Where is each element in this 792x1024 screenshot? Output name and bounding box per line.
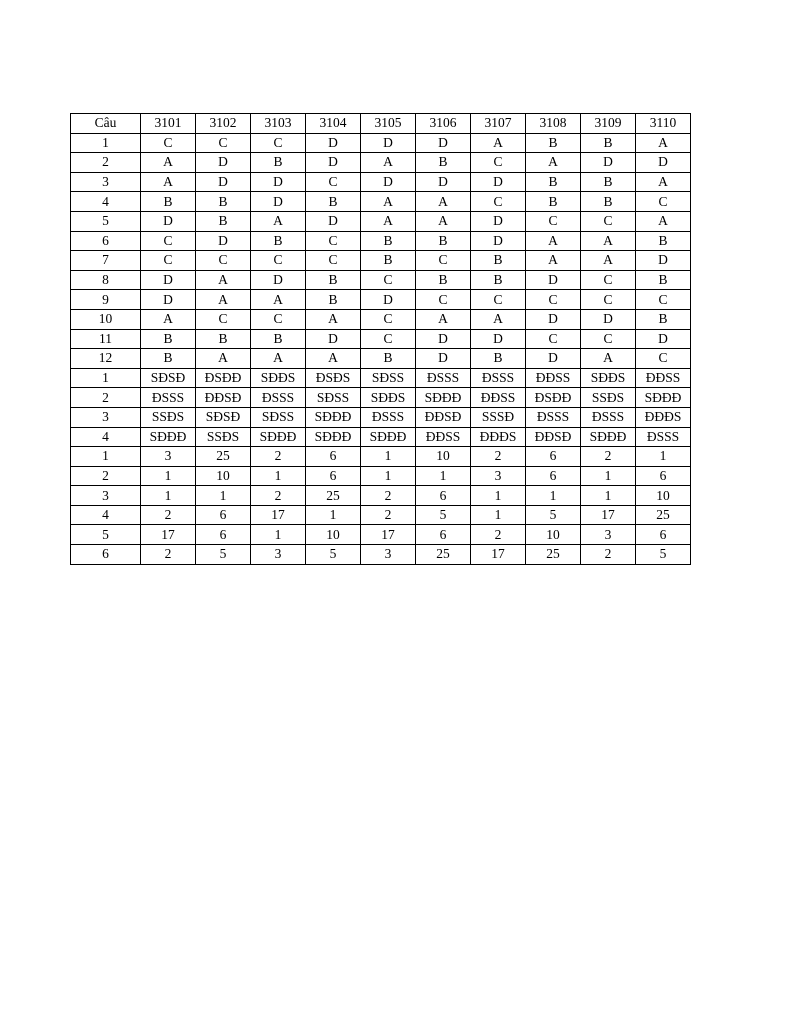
exam-code-header: 3108: [526, 114, 581, 134]
table-row: [71, 329, 691, 349]
answer-cell: D: [581, 153, 636, 173]
answer-cell: B: [196, 192, 251, 212]
answer-cell: B: [416, 153, 471, 173]
table-row: [71, 270, 691, 290]
answer-cell: 1: [361, 447, 416, 467]
table-row: [71, 545, 691, 565]
answer-cell: SSĐS: [581, 388, 636, 408]
answer-cell: D: [251, 270, 306, 290]
answer-cell: ĐĐSĐ: [416, 407, 471, 427]
answer-cell: SSĐS: [196, 427, 251, 447]
table-row: [71, 427, 691, 447]
answer-cell: 6: [196, 505, 251, 525]
question-number-cell: 1: [71, 368, 141, 388]
answer-cell: 1: [581, 466, 636, 486]
question-number-cell: 5: [71, 211, 141, 231]
answer-cell: B: [251, 231, 306, 251]
answer-cell: 6: [526, 466, 581, 486]
answer-cell: 2: [251, 486, 306, 506]
answer-cell: 17: [361, 525, 416, 545]
answer-cell: 2: [141, 505, 196, 525]
question-number-cell: 8: [71, 270, 141, 290]
answer-cell: B: [251, 329, 306, 349]
answer-cell: C: [416, 290, 471, 310]
answer-cell: 1: [416, 466, 471, 486]
answer-cell: 1: [471, 505, 526, 525]
answer-cell: D: [526, 349, 581, 369]
answer-cell: D: [416, 133, 471, 153]
answer-cell: 10: [526, 525, 581, 545]
answer-cell: ĐĐĐS: [636, 407, 691, 427]
answer-cell: A: [196, 270, 251, 290]
answer-cell: C: [196, 133, 251, 153]
answer-cell: C: [306, 231, 361, 251]
answer-cell: C: [251, 309, 306, 329]
answer-cell: D: [636, 251, 691, 271]
answer-cell: B: [581, 133, 636, 153]
answer-cell: 17: [251, 505, 306, 525]
table-row: [71, 172, 691, 192]
answer-cell: A: [526, 231, 581, 251]
answer-cell: D: [416, 349, 471, 369]
answer-cell: 5: [636, 545, 691, 565]
answer-cell: ĐSSS: [526, 407, 581, 427]
answer-cell: B: [196, 329, 251, 349]
answer-cell: 6: [636, 466, 691, 486]
answer-cell: A: [306, 309, 361, 329]
answer-cell: D: [471, 329, 526, 349]
answer-cell: 1: [581, 486, 636, 506]
answer-cell: C: [581, 211, 636, 231]
answer-cell: A: [471, 133, 526, 153]
answer-cell: SĐSS: [361, 368, 416, 388]
answer-cell: B: [636, 309, 691, 329]
answer-cell: A: [196, 290, 251, 310]
answer-cell: D: [306, 153, 361, 173]
answer-cell: A: [636, 172, 691, 192]
answer-cell: D: [636, 153, 691, 173]
answer-cell: B: [306, 192, 361, 212]
answer-cell: 3: [471, 466, 526, 486]
answer-cell: A: [581, 231, 636, 251]
answer-cell: C: [141, 133, 196, 153]
answer-cell: B: [306, 290, 361, 310]
exam-code-header: 3106: [416, 114, 471, 134]
answer-cell: ĐĐĐS: [471, 427, 526, 447]
answer-cell: 6: [416, 486, 471, 506]
answer-cell: A: [581, 251, 636, 271]
answer-cell: B: [526, 192, 581, 212]
table-row: [71, 231, 691, 251]
answer-cell: 5: [196, 545, 251, 565]
question-number-cell: 6: [71, 231, 141, 251]
answer-cell: C: [471, 153, 526, 173]
answer-cell: SĐSS: [306, 388, 361, 408]
answer-cell: 1: [196, 486, 251, 506]
answer-cell: C: [471, 290, 526, 310]
answer-cell: 3: [251, 545, 306, 565]
answer-cell: 2: [581, 545, 636, 565]
answer-cell: D: [526, 309, 581, 329]
question-number-cell: 2: [71, 153, 141, 173]
answer-cell: B: [361, 251, 416, 271]
answer-cell: 25: [306, 486, 361, 506]
answer-cell: 25: [636, 505, 691, 525]
answer-cell: 6: [636, 525, 691, 545]
answer-cell: C: [251, 133, 306, 153]
table-body: [71, 133, 691, 564]
answer-cell: C: [636, 349, 691, 369]
question-number-cell: 4: [71, 192, 141, 212]
answer-cell: 1: [361, 466, 416, 486]
answer-cell: A: [416, 192, 471, 212]
exam-code-header: 3103: [251, 114, 306, 134]
answer-cell: C: [636, 192, 691, 212]
answer-cell: A: [416, 309, 471, 329]
answer-cell: A: [416, 211, 471, 231]
answer-cell: A: [636, 211, 691, 231]
answer-cell: SSSĐ: [471, 407, 526, 427]
table-row: [71, 192, 691, 212]
answer-cell: B: [361, 349, 416, 369]
answer-cell: D: [251, 172, 306, 192]
answer-cell: SĐĐĐ: [306, 407, 361, 427]
answer-cell: ĐSSS: [581, 407, 636, 427]
answer-cell: C: [196, 251, 251, 271]
answer-cell: SĐĐĐ: [306, 427, 361, 447]
answer-cell: A: [141, 153, 196, 173]
question-number-cell: 2: [71, 388, 141, 408]
answer-cell: 17: [141, 525, 196, 545]
answer-cell: A: [636, 133, 691, 153]
answer-cell: B: [361, 231, 416, 251]
answer-cell: C: [251, 251, 306, 271]
answer-cell: B: [141, 192, 196, 212]
answer-cell: A: [361, 153, 416, 173]
header-row: [71, 114, 691, 134]
answer-cell: 5: [526, 505, 581, 525]
answer-cell: C: [526, 211, 581, 231]
table-row: [71, 368, 691, 388]
answer-cell: ĐĐSS: [636, 368, 691, 388]
question-number-cell: 5: [71, 525, 141, 545]
table-row: [71, 486, 691, 506]
exam-code-header: 3105: [361, 114, 416, 134]
answer-cell: ĐSSS: [361, 407, 416, 427]
answer-cell: 10: [636, 486, 691, 506]
table-row: [71, 251, 691, 271]
answer-cell: D: [416, 329, 471, 349]
answer-cell: A: [141, 172, 196, 192]
question-number-cell: 3: [71, 407, 141, 427]
answer-cell: B: [471, 349, 526, 369]
answer-cell: ĐSSS: [636, 427, 691, 447]
answer-cell: SĐĐĐ: [141, 427, 196, 447]
answer-cell: 10: [196, 466, 251, 486]
question-number-cell: 4: [71, 505, 141, 525]
answer-cell: B: [196, 211, 251, 231]
answer-cell: 2: [251, 447, 306, 467]
answer-cell: 10: [306, 525, 361, 545]
answer-cell: A: [306, 349, 361, 369]
answer-cell: D: [306, 133, 361, 153]
answer-cell: 6: [196, 525, 251, 545]
answer-cell: B: [581, 172, 636, 192]
answer-cell: A: [361, 211, 416, 231]
answer-cell: 1: [251, 466, 306, 486]
answer-cell: 1: [526, 486, 581, 506]
answer-cell: D: [196, 172, 251, 192]
question-number-cell: 3: [71, 172, 141, 192]
question-number-cell: 3: [71, 486, 141, 506]
answer-cell: 5: [416, 505, 471, 525]
answer-cell: D: [141, 290, 196, 310]
exam-code-header: 3110: [636, 114, 691, 134]
table-row: [71, 133, 691, 153]
table-row: [71, 505, 691, 525]
question-number-cell: 12: [71, 349, 141, 369]
answer-cell: D: [306, 211, 361, 231]
answer-cell: B: [416, 231, 471, 251]
question-number-cell: 7: [71, 251, 141, 271]
answer-cell: 1: [141, 486, 196, 506]
answer-cell: ĐĐSĐ: [526, 427, 581, 447]
answer-cell: C: [581, 290, 636, 310]
answer-cell: ĐSSS: [251, 388, 306, 408]
answer-cell: ĐSSS: [471, 368, 526, 388]
answer-cell: SĐĐS: [581, 368, 636, 388]
answer-cell: 3: [361, 545, 416, 565]
answer-cell: C: [416, 251, 471, 271]
answer-cell: C: [581, 270, 636, 290]
answer-cell: SĐĐĐ: [636, 388, 691, 408]
answer-cell: B: [306, 270, 361, 290]
answer-cell: A: [526, 153, 581, 173]
answer-cell: D: [196, 231, 251, 251]
answer-cell: B: [471, 270, 526, 290]
answer-cell: D: [141, 270, 196, 290]
answer-cell: B: [416, 270, 471, 290]
answer-cell: D: [196, 153, 251, 173]
answer-cell: C: [581, 329, 636, 349]
answer-cell: C: [526, 329, 581, 349]
answer-cell: A: [251, 290, 306, 310]
answer-cell: 6: [416, 525, 471, 545]
answer-cell: D: [526, 270, 581, 290]
answer-cell: 3: [581, 525, 636, 545]
table-row: [71, 388, 691, 408]
answer-cell: D: [361, 172, 416, 192]
answer-cell: 10: [416, 447, 471, 467]
answer-cell: D: [471, 231, 526, 251]
answer-cell: 6: [306, 447, 361, 467]
question-column-header: Câu: [71, 114, 141, 134]
answer-cell: D: [251, 192, 306, 212]
answer-cell: SĐĐS: [361, 388, 416, 408]
answer-cell: 6: [306, 466, 361, 486]
answer-cell: C: [196, 309, 251, 329]
answer-cell: A: [361, 192, 416, 212]
answer-cell: ĐĐSS: [471, 388, 526, 408]
answer-cell: B: [526, 133, 581, 153]
answer-cell: ĐĐSS: [526, 368, 581, 388]
answer-cell: 1: [471, 486, 526, 506]
table-row: [71, 153, 691, 173]
answer-cell: D: [636, 329, 691, 349]
answer-cell: SĐĐS: [251, 368, 306, 388]
answer-cell: SĐSS: [251, 407, 306, 427]
table-row: [71, 290, 691, 310]
answer-cell: SĐĐĐ: [416, 388, 471, 408]
answer-cell: 1: [636, 447, 691, 467]
question-number-cell: 2: [71, 466, 141, 486]
answer-cell: ĐSĐĐ: [196, 368, 251, 388]
table-row: [71, 309, 691, 329]
answer-cell: B: [471, 251, 526, 271]
table-row: [71, 525, 691, 545]
answer-cell: D: [306, 329, 361, 349]
exam-code-header: 3104: [306, 114, 361, 134]
answer-cell: 3: [141, 447, 196, 467]
answer-cell: D: [471, 172, 526, 192]
answer-cell: 1: [251, 525, 306, 545]
answer-cell: ĐĐSĐ: [196, 388, 251, 408]
answer-cell: ĐĐSS: [416, 427, 471, 447]
answer-cell: 5: [306, 545, 361, 565]
answer-cell: ĐSSS: [416, 368, 471, 388]
question-number-cell: 1: [71, 133, 141, 153]
exam-code-header: 3101: [141, 114, 196, 134]
answer-cell: B: [141, 349, 196, 369]
table-row: [71, 211, 691, 231]
question-number-cell: 6: [71, 545, 141, 565]
answer-cell: A: [196, 349, 251, 369]
answer-cell: 25: [196, 447, 251, 467]
answer-cell: SĐSĐ: [196, 407, 251, 427]
answer-cell: A: [581, 349, 636, 369]
answer-cell: 17: [581, 505, 636, 525]
table-row: [71, 349, 691, 369]
answer-cell: B: [251, 153, 306, 173]
table-row: [71, 407, 691, 427]
question-number-cell: 9: [71, 290, 141, 310]
answer-key-table: [70, 113, 691, 565]
answer-cell: D: [471, 211, 526, 231]
question-number-cell: 1: [71, 447, 141, 467]
answer-cell: C: [361, 270, 416, 290]
table-row: [71, 447, 691, 467]
answer-cell: 2: [581, 447, 636, 467]
answer-cell: C: [141, 251, 196, 271]
answer-cell: A: [251, 349, 306, 369]
answer-cell: A: [141, 309, 196, 329]
answer-cell: C: [471, 192, 526, 212]
answer-cell: 17: [471, 545, 526, 565]
answer-cell: B: [581, 192, 636, 212]
answer-cell: SĐSĐ: [141, 368, 196, 388]
answer-cell: D: [581, 309, 636, 329]
answer-cell: ĐSSS: [141, 388, 196, 408]
answer-cell: 2: [361, 505, 416, 525]
answer-cell: 2: [361, 486, 416, 506]
answer-cell: C: [141, 231, 196, 251]
question-number-cell: 4: [71, 427, 141, 447]
answer-cell: 1: [141, 466, 196, 486]
answer-cell: SSĐS: [141, 407, 196, 427]
answer-cell: D: [416, 172, 471, 192]
table-row: [71, 466, 691, 486]
question-number-cell: 11: [71, 329, 141, 349]
answer-cell: 2: [471, 525, 526, 545]
answer-cell: SĐĐĐ: [581, 427, 636, 447]
answer-cell: B: [636, 231, 691, 251]
answer-cell: ĐSĐS: [306, 368, 361, 388]
answer-cell: C: [306, 251, 361, 271]
answer-cell: C: [361, 309, 416, 329]
answer-cell: SĐĐĐ: [251, 427, 306, 447]
exam-code-header: 3102: [196, 114, 251, 134]
answer-cell: SĐĐĐ: [361, 427, 416, 447]
question-number-cell: 10: [71, 309, 141, 329]
answer-cell: 25: [416, 545, 471, 565]
answer-cell: A: [251, 211, 306, 231]
answer-cell: C: [636, 290, 691, 310]
answer-cell: B: [526, 172, 581, 192]
answer-cell: B: [636, 270, 691, 290]
answer-cell: ĐSĐĐ: [526, 388, 581, 408]
answer-cell: 6: [526, 447, 581, 467]
answer-cell: D: [141, 211, 196, 231]
exam-code-header: 3109: [581, 114, 636, 134]
answer-cell: 25: [526, 545, 581, 565]
answer-cell: 2: [471, 447, 526, 467]
answer-cell: C: [361, 329, 416, 349]
answer-cell: C: [306, 172, 361, 192]
exam-code-header: 3107: [471, 114, 526, 134]
answer-cell: B: [141, 329, 196, 349]
answer-cell: A: [526, 251, 581, 271]
answer-cell: A: [471, 309, 526, 329]
answer-cell: D: [361, 133, 416, 153]
answer-cell: C: [526, 290, 581, 310]
answer-cell: 2: [141, 545, 196, 565]
answer-cell: D: [361, 290, 416, 310]
answer-cell: 1: [306, 505, 361, 525]
